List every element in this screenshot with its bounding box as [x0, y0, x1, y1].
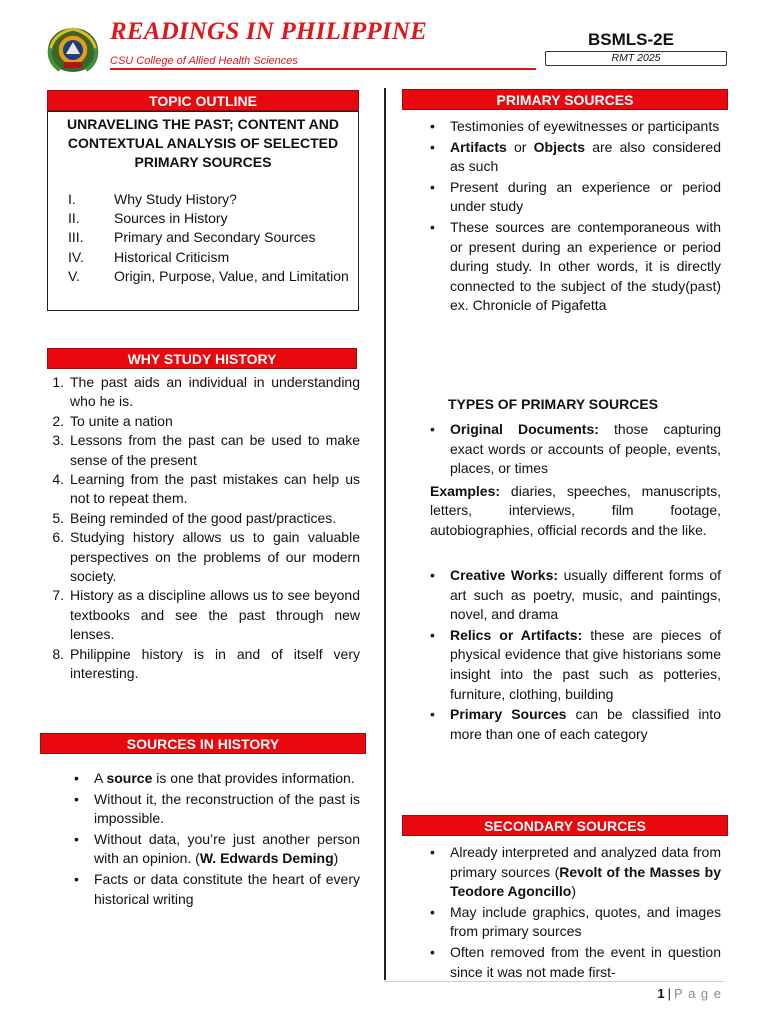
why-study-list-block [46, 373, 360, 684]
list-item: 1. The past aids an individual in understanding who he is. [52, 374, 360, 410]
footer-separator: | [667, 986, 672, 1001]
outline-heading: UNRAVELING THE PAST; CONTENT AND CONTEXTUAL ANALYSIS OF SELECTED PRIMARY SOURCES [67, 116, 339, 170]
list-item: • Relics or Artifacts: these are pieces of physical evidence that give historians some insight into the past such as potteries, furniture, clothing, building [430, 626, 721, 702]
page-footer [657, 984, 722, 1003]
secondary-sources-block [428, 843, 721, 983]
list-item: • Often removed from the event in question since it was not made first- [430, 943, 721, 980]
page-number: 1 [657, 986, 665, 1001]
list-item: • Without data, you’re just another person with an opinion. (W. Edwards Deming) [74, 830, 360, 867]
csu-seal-logo [46, 24, 100, 74]
list-item: • These sources are contemporaneous with or present during an experience or period during study. In other words, it is directly connected to the subject of the study(past) ex. Chronicle of Pigafetta [430, 218, 721, 314]
types-more-list-block [428, 566, 721, 745]
primary-sources-bar: PRIMARY SOURCES [402, 89, 728, 110]
types-primary-heading: TYPES OF PRIMARY SOURCES [448, 396, 659, 412]
list-item: • Without it, the reconstruction of the past is impossible. [74, 790, 360, 827]
outline-item: III. Primary and Secondary Sources [68, 229, 316, 246]
list-item: • A source is one that provides information. [74, 770, 355, 786]
list-item: 8. Philippine history is in and of itself very interesting. [52, 645, 360, 682]
column-divider [384, 88, 386, 980]
list-item: 4. Learning from the past mistakes can help us not to repeat them. [52, 471, 360, 507]
list-item: • Already interpreted and analyzed data from primary sources (Revolt of the Masses by Teodore Agoncillo) [430, 844, 721, 900]
list-item: • Artifacts or Objects are also considered as such [430, 138, 721, 175]
header-rule [110, 68, 536, 70]
sources-history-list [72, 769, 360, 909]
list-item: 2. To unite a nation [52, 412, 173, 429]
college-subtitle: CSU College of Allied Health Sciences [110, 55, 298, 67]
outline-item: II. Sources in History [68, 210, 228, 227]
list-item: • Present during an experience or period under study [430, 178, 721, 215]
page-label: P a g e [674, 986, 722, 1001]
topic-outline-box [47, 111, 359, 311]
list-item: 7. History as a discipline allows us to see beyond textbooks and see the past through new lenses. [52, 587, 360, 643]
list-item: • Primary Sources can be classified into more than one of each category [430, 706, 721, 742]
examples-paragraph: Examples: diaries, speeches, manuscripts, letters, interviews, film footage, autobiographies, official records and the like. [430, 483, 721, 538]
outline-list [54, 190, 352, 286]
why-study-history-bar: WHY STUDY HISTORY [47, 348, 357, 369]
list-item: • May include graphics, quotes, and images from primary sources [430, 903, 721, 940]
secondary-sources-list [428, 843, 721, 982]
document-title: READINGS IN PHILIPPINE [110, 18, 427, 45]
outline-item: IV. Historical Criticism [68, 248, 230, 265]
topic-outline-bar: TOPIC OUTLINE [47, 90, 359, 111]
list-item: • Facts or data constitute the heart of every historical writing [74, 870, 360, 907]
types-original-documents [428, 420, 721, 480]
sources-history-block [72, 769, 360, 910]
primary-sources-block [428, 117, 721, 317]
list-item: • Original Documents: those capturing exact words or accounts of people, events, places, or times [430, 421, 722, 477]
outline-item: V. Origin, Purpose, Value, and Limitation [68, 267, 349, 284]
list-item: 5. Being reminded of the good past/practices. [52, 509, 337, 526]
why-study-list [46, 373, 360, 684]
list-item: 6. Studying history allows us to gain valuable perspectives on the problems of our modern society. [52, 529, 360, 585]
outline-item: I. Why Study History? [68, 191, 237, 207]
rmt-badge: RMT 2025 [545, 51, 727, 66]
list-item: • Creative Works: usually different forms of art such as poetry, music, and paintings, novel, and drama [430, 567, 721, 623]
list-item: • Testimonies of eyewitnesses or participants [430, 118, 720, 134]
secondary-sources-bar: SECONDARY SOURCES [402, 815, 728, 836]
sources-in-history-bar: SOURCES IN HISTORY [40, 733, 366, 754]
course-code: BSMLS-2E [588, 30, 674, 49]
list-item: 3. Lessons from the past can be used to make sense of the present [52, 432, 360, 468]
primary-sources-list [428, 117, 721, 316]
footer-rule [384, 981, 724, 982]
